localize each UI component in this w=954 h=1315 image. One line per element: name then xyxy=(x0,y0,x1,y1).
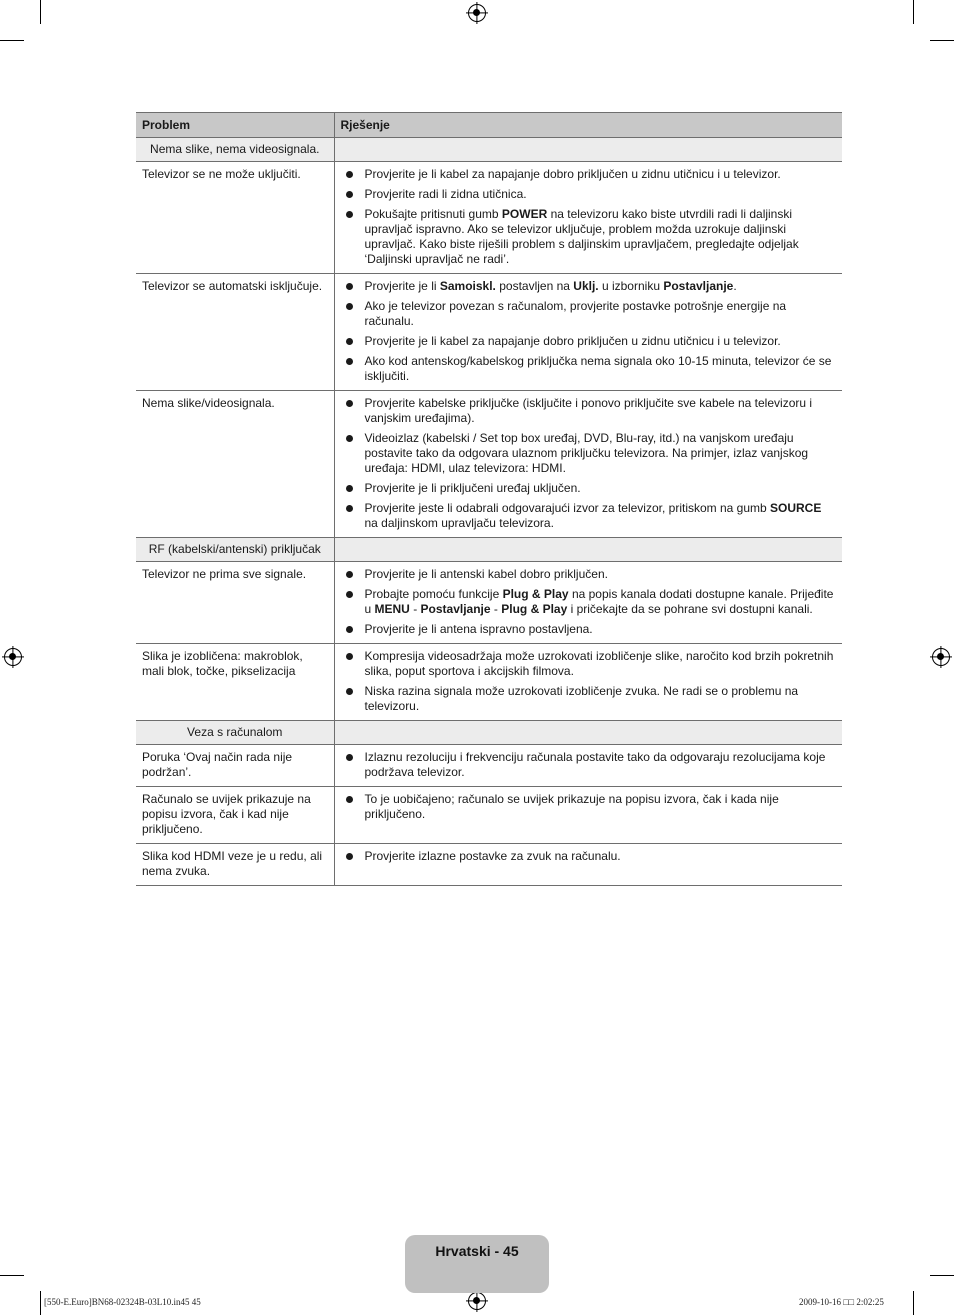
problem-cell: Televizor ne prima sve signale. xyxy=(136,562,334,644)
solution-list xyxy=(341,567,837,637)
table-row xyxy=(136,274,842,391)
problem-cell: Slika je izobličena: makroblok, mali blok, točke, pikselizacija xyxy=(136,644,334,721)
table-row xyxy=(136,562,842,644)
section-title: Nema slike, nema videosignala. xyxy=(136,138,334,162)
solution-item: Probajte pomoću funkcije Plug & Play na popis kanala dodati dostupne kanale. Prijeđite u MENU - Postavljanje - Plug & Play i pričekajte da se pohrane svi dostupni kanali. xyxy=(341,587,837,617)
crop-mark xyxy=(930,40,954,41)
table-row xyxy=(136,644,842,721)
solution-list xyxy=(341,396,837,531)
table-header-row xyxy=(136,113,842,138)
troubleshooting-table xyxy=(136,112,842,886)
solution-cell xyxy=(334,787,842,844)
solution-item: Niska razina signala može uzrokovati izobličenje zvuka. Ne radi se o problemu na televizoru. xyxy=(341,684,837,714)
solution-item: Provjerite kabelske priključke (isključite i ponovo priključite sve kabele na televizoru i vanjskim uređajima). xyxy=(341,396,837,426)
solution-item: Provjerite je li kabel za napajanje dobro priključen u zidnu utičnicu i u televizor. xyxy=(341,334,837,349)
page-number: Hrvatski - 45 xyxy=(435,1243,519,1259)
section-title: RF (kabelski/antenski) priključak xyxy=(136,538,334,562)
crop-mark xyxy=(40,1291,41,1315)
solution-item: Provjerite izlazne postavke za zvuk na računalu. xyxy=(341,849,837,864)
section-header-row xyxy=(136,721,842,745)
solution-cell xyxy=(334,644,842,721)
table-row xyxy=(136,844,842,886)
solution-item: Provjerite je li priključeni uređaj uključen. xyxy=(341,481,837,496)
solution-item: Provjerite je li antenski kabel dobro priključen. xyxy=(341,567,837,582)
solution-list xyxy=(341,849,837,864)
problem-cell: Televizor se ne može uključiti. xyxy=(136,162,334,274)
page-number-tab xyxy=(405,1235,549,1293)
table-row xyxy=(136,787,842,844)
solution-list xyxy=(341,649,837,714)
crop-mark xyxy=(0,1275,24,1276)
registration-mark-icon xyxy=(468,1292,486,1310)
solution-item: Ako kod antenskog/kabelskog priključka nema signala oko 10-15 minuta, televizor će se isključiti. xyxy=(341,354,837,384)
solution-item: Izlaznu rezoluciju i frekvenciju računala postavite tako da odgovaraju rezolucijama koje podržava televizor. xyxy=(341,750,837,780)
crop-mark xyxy=(913,0,914,24)
solution-list xyxy=(341,279,837,384)
section-empty-cell xyxy=(334,538,842,562)
solution-cell xyxy=(334,162,842,274)
problem-cell: Televizor se automatski isključuje. xyxy=(136,274,334,391)
solution-list xyxy=(341,750,837,780)
table-row xyxy=(136,162,842,274)
solution-cell xyxy=(334,745,842,787)
solution-item: Provjerite je li antena ispravno postavljena. xyxy=(341,622,837,637)
problem-cell: Nema slike/videosignala. xyxy=(136,391,334,538)
problem-cell: Računalo se uvijek prikazuje na popisu izvora, čak i kad nije priključeno. xyxy=(136,787,334,844)
footer-file-info: [550-E.Euro]BN68-02324B-03L10.in45 45 xyxy=(44,1297,201,1307)
crop-mark xyxy=(930,1275,954,1276)
solution-item: Pokušajte pritisnuti gumb POWER na televizoru kako biste utvrdili radi li daljinski upravljač ispravno. Ako se televizor uključuje, problem možda uzrokuje daljinski upravljač. Kako biste riješili problem s daljinskim upravljačem, pregledajte odjeljak ‘Daljinski upravljač ne radi’. xyxy=(341,207,837,267)
solution-cell xyxy=(334,562,842,644)
crop-mark xyxy=(40,0,41,24)
solution-item: Provjerite je li kabel za napajanje dobro priključen u zidnu utičnicu i u televizor. xyxy=(341,167,837,182)
solution-item: Provjerite radi li zidna utičnica. xyxy=(341,187,837,202)
crop-mark xyxy=(0,40,24,41)
crop-mark xyxy=(913,1291,914,1315)
registration-mark-icon xyxy=(4,648,22,666)
table-row xyxy=(136,745,842,787)
solution-item: Provjerite je li Samoiskl. postavljen na Uklj. u izborniku Postavljanje. xyxy=(341,279,837,294)
solution-cell xyxy=(334,274,842,391)
column-header-solution: Rješenje xyxy=(334,113,842,138)
table-row xyxy=(136,391,842,538)
registration-mark-icon xyxy=(468,4,486,22)
section-empty-cell xyxy=(334,138,842,162)
solution-item: Provjerite jeste li odabrali odgovarajući izvor za televizor, pritiskom na gumb SOURCE na daljinskom upravljaču televizora. xyxy=(341,501,837,531)
solution-list xyxy=(341,167,837,267)
solution-item: To je uobičajeno; računalo se uvijek prikazuje na popisu izvora, čak i kada nije priključeno. xyxy=(341,792,837,822)
section-empty-cell xyxy=(334,721,842,745)
section-header-row xyxy=(136,538,842,562)
solution-list xyxy=(341,792,837,822)
problem-cell: Poruka ‘Ovaj način rada nije podržan’. xyxy=(136,745,334,787)
registration-mark-icon xyxy=(932,648,950,666)
solution-item: Videoizlaz (kabelski / Set top box uređaj, DVD, Blu-ray, itd.) na vanjskom uređaju postavite tako da odgovara ulaznom priključku televizora. Na primjer, izlaz vanjskog uređaja: HDMI, ulaz televizora: HDMI. xyxy=(341,431,837,476)
solution-cell xyxy=(334,391,842,538)
solution-item: Ako je televizor povezan s računalom, provjerite postavke potrošnje energije na računalu. xyxy=(341,299,837,329)
footer-timestamp: 2009-10-16 □□ 2:02:25 xyxy=(799,1297,884,1307)
section-title: Veza s računalom xyxy=(136,721,334,745)
table-body xyxy=(136,138,842,886)
column-header-problem: Problem xyxy=(136,113,334,138)
solution-cell xyxy=(334,844,842,886)
problem-cell: Slika kod HDMI veze je u redu, ali nema zvuka. xyxy=(136,844,334,886)
solution-item: Kompresija videosadržaja može uzrokovati izobličenje slike, naročito kod brzih pokretnih slika, poput sportova i akcijskih filmova. xyxy=(341,649,837,679)
section-header-row xyxy=(136,138,842,162)
